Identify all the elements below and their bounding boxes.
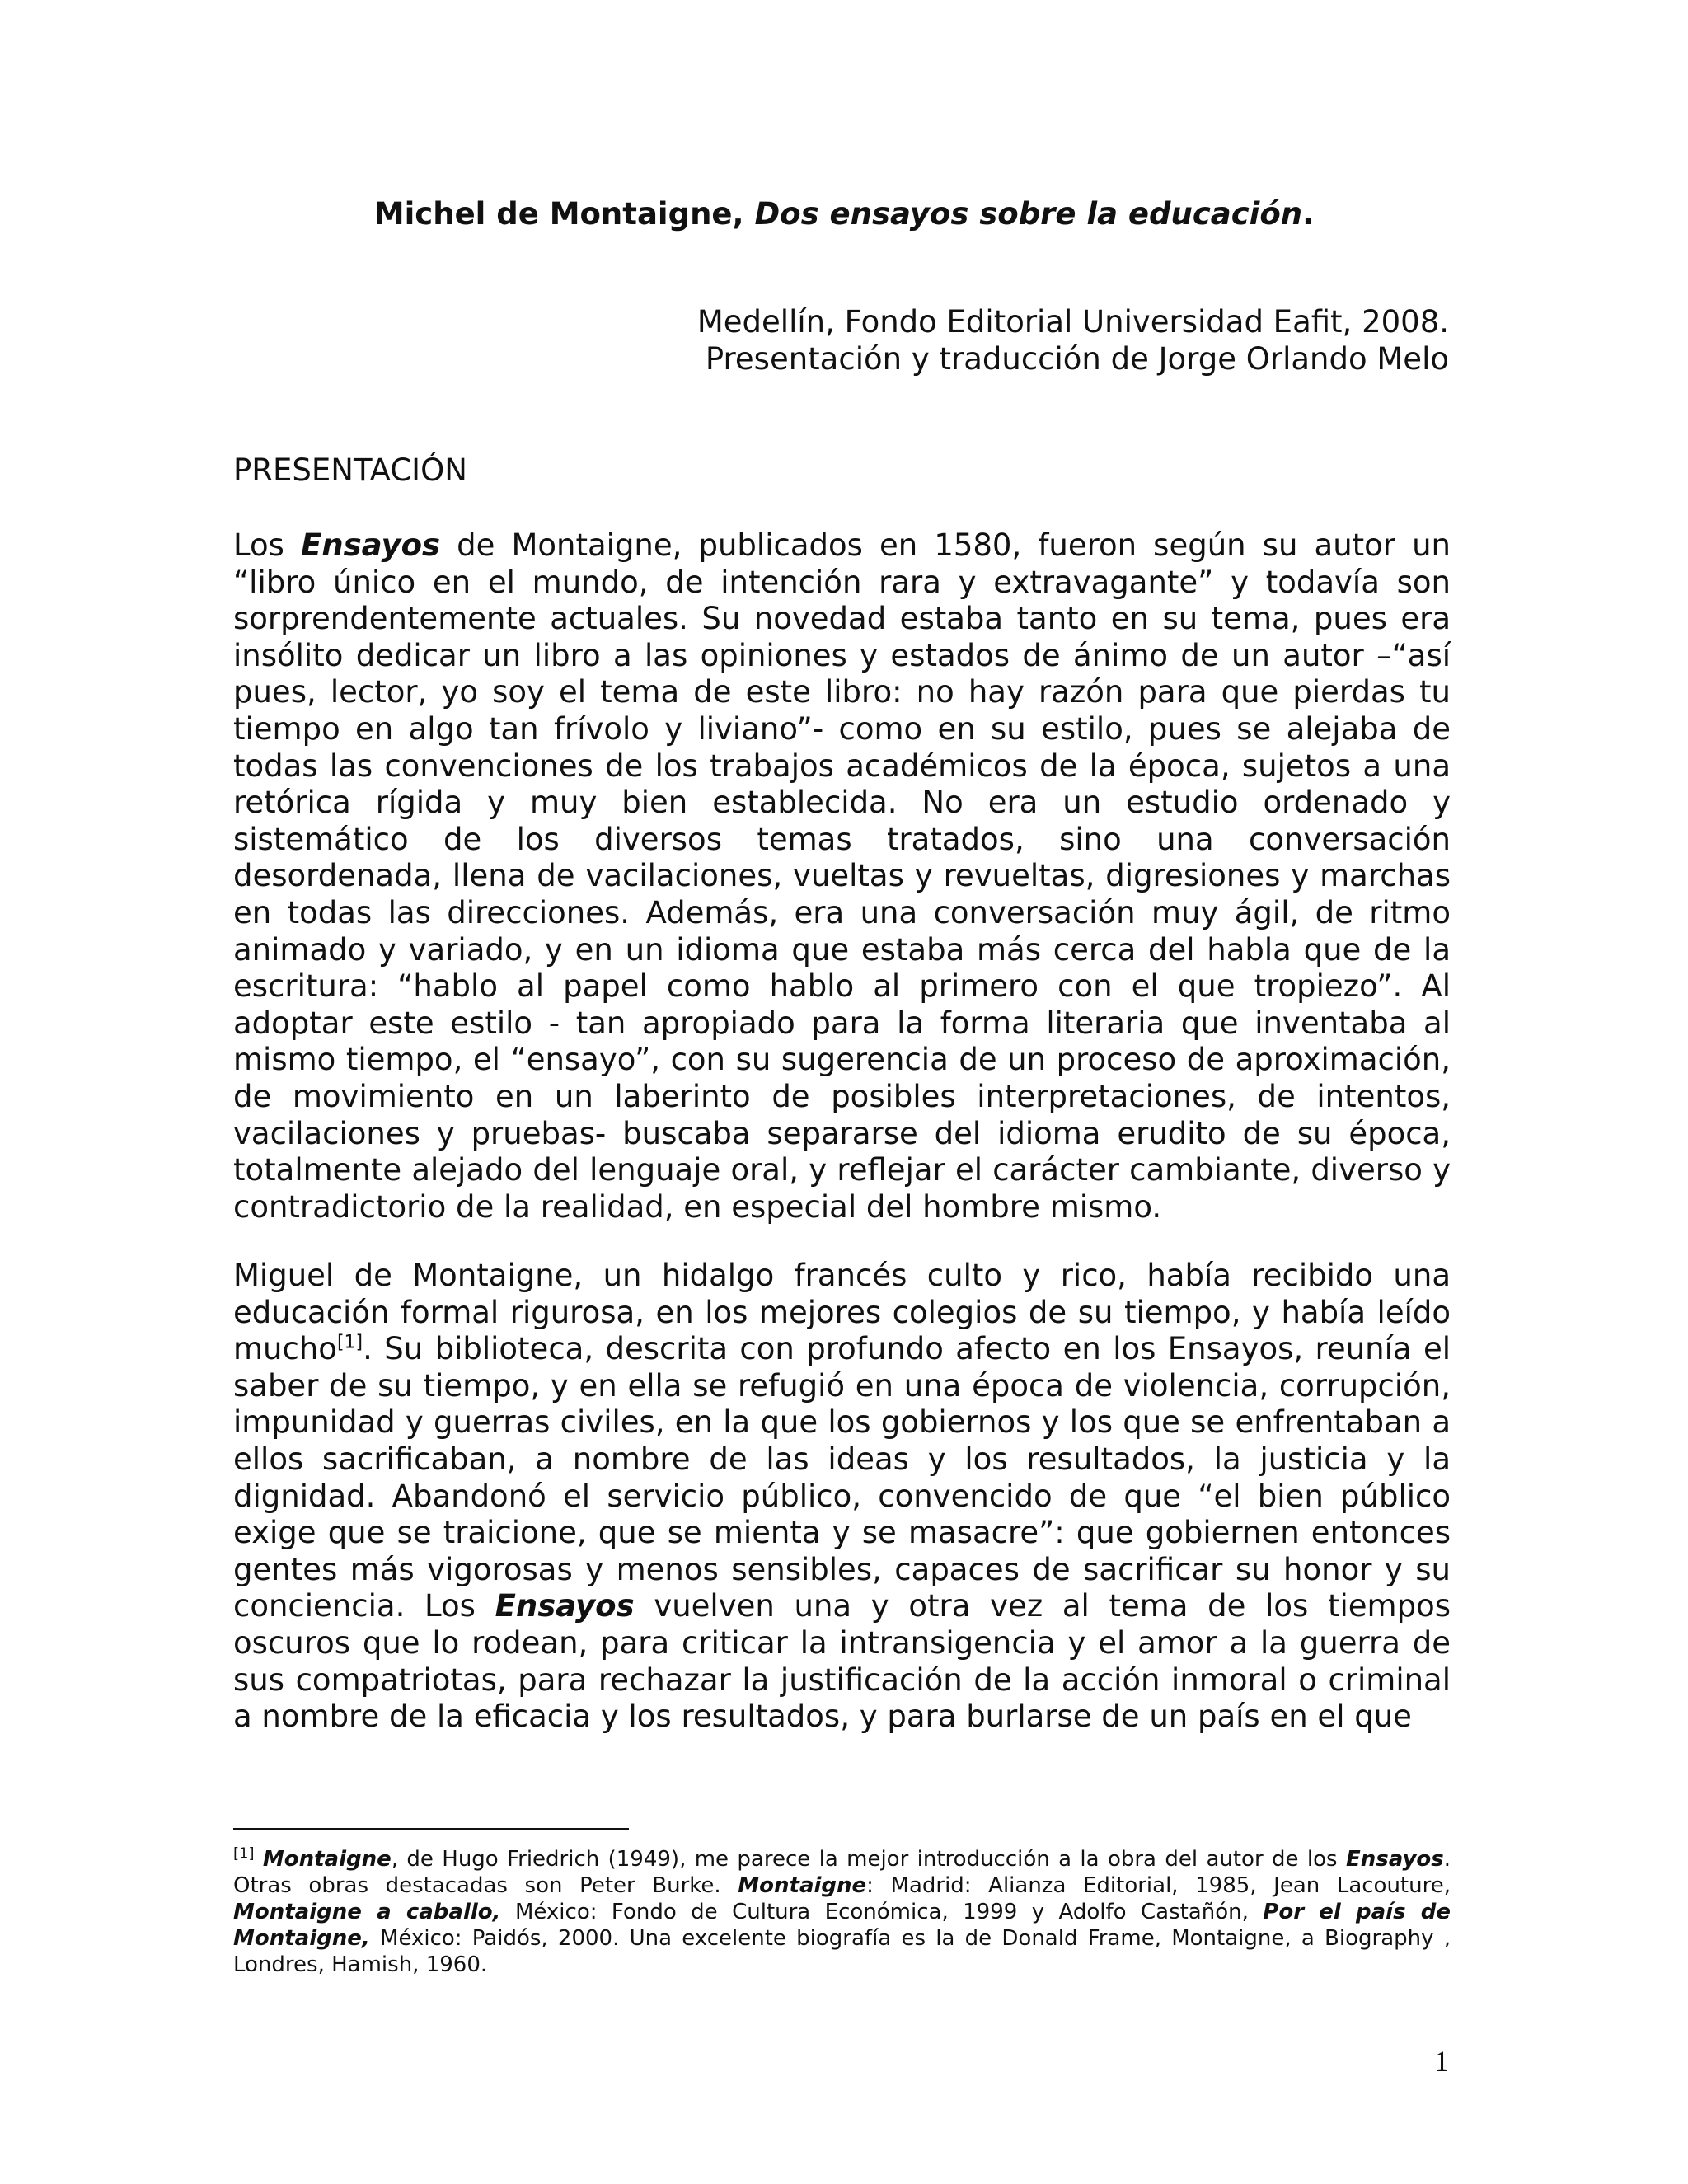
paragraph-2 [233, 1258, 1451, 1736]
footnote-text: : Madrid: Alianza Editorial, 1985, Jean Lacouture, [866, 1873, 1451, 1898]
footnote-emphasis: Por el país de Montaigne, [233, 1900, 1451, 1951]
footnote-emphasis: Montaigne a caballo, [233, 1900, 501, 1924]
section-heading: PRESENTACIÓN [233, 452, 467, 488]
footnote-emphasis: Montaigne [262, 1847, 392, 1872]
emphasis-ensayos: Ensayos [300, 527, 441, 563]
paragraph-1 [233, 527, 1451, 1226]
title-author: Michel de Montaigne, [373, 196, 755, 232]
footnote [233, 1846, 1451, 1978]
footnote-text: México: Fondo de Cultura Económica, 1999 y Adolfo Castañón, [500, 1900, 1264, 1924]
text-run: Miguel de Montaigne, un hidalgo francés culto y rico, había recibido una educación formal rigurosa, en los mejores colegios de su tiempo, y había leído mucho [233, 1258, 1451, 1367]
text-run: Los [233, 527, 301, 563]
text-run: . Su biblioteca, descrita con profundo afecto en los Ensayos, reunía el saber de su tiempo, y en ella se refugió en una época de violencia, corrupción, impunidad y guerras civiles, en la que los gobiernos y los que se enfrentaban a ellos sacrificaban, a nombre de las ideas y los resultados, la justicia y la dignidad. Abandonó el servicio público, convencido de que “el bien público exige que se traicione, que se mienta y se masacre”: que gobiernen entonces gentes más vigorosas y menos sensibles, capaces de sacrificar su honor y su conciencia. Los [233, 1331, 1451, 1624]
footnote-text: . Otras obras destacadas son Peter Burke. [233, 1847, 1451, 1898]
footnote-emphasis: Montaigne [738, 1873, 867, 1898]
title-work: Dos ensayos sobre la educación [754, 196, 1303, 232]
footnote-text: , de Hugo Friedrich (1949), me parece la mejor introducción a la obra del autor de los [391, 1847, 1346, 1872]
title-end: . [1302, 196, 1315, 232]
document-title [0, 191, 1688, 237]
footnote-emphasis: Ensayos [1345, 1847, 1444, 1872]
footnote-text: México: Paidós, 2000. Una excelente biografía es la de Donald Frame, Montaigne, a Biography , Londres, Hamish, 1960. [233, 1926, 1451, 1977]
text-run: de Montaigne, publicados en 1580, fueron según su autor un “libro único en el mundo, de intención rara y extravagante” y todavía son sorprendentemente actuales. Su novedad estaba tanto en su tema, pues era insólito dedicar un libro a las opiniones y estados de ánimo de un autor –“así pues, lector, yo soy el tema de este libro: no hay razón para que pierdas tu tiempo en algo tan frívolo y liviano”- como en su estilo, pues se alejaba de todas las convenciones de los trabajos académicos de la época, sujetos a una retórica rígida y muy bien establecida. No era un estudio ordenado y sistemático de los diversos temas tratados, sino una conversación desordenada, llena de vacilaciones, vueltas y revueltas, digresiones y marchas en todas las direcciones. Además, era una conversación muy ágil, de ritmo animado y variado, y en un idioma que estaba más cerca del habla que de la escritura: “hablo al papel como hablo al primero con el que tropiezo”. Al adoptar este estilo - tan apropiado para la forma literaria que inventaba al mismo tiempo, el “ensayo”, con su sugerencia de un proceso de aproximación, de movimiento en un laberinto de posibles interpretaciones, de intentos, vacilaciones y pruebas- buscaba separarse del idioma erudito de su época, totalmente alejado del lenguaje oral, y reflejar el carácter cambiante, diverso y contradictorio de la realidad, en especial del hombre mismo. [233, 527, 1451, 1225]
footnote-mark: [1] [233, 1844, 255, 1863]
footnote-separator [233, 1828, 629, 1830]
translator-line: Presentación y traducción de Jorge Orlando Melo [705, 341, 1449, 377]
footnote-reference[interactable]: [1] [336, 1332, 363, 1353]
publication-line: Medellín, Fondo Editorial Universidad Eafit, 2008. [696, 304, 1449, 340]
text-run: vuelven una y otra vez al tema de los tiempos oscuros que lo rodean, para criticar la intransigencia y el amor a la guerra de sus compatriotas, para rechazar la justificación de la acción inmoral o criminal a nombre de la eficacia y los resultados, y para burlarse de un país en el que [233, 1588, 1451, 1735]
publication-info [697, 303, 1449, 377]
page-number: 1 [1434, 2045, 1449, 2078]
emphasis-ensayos: Ensayos [495, 1588, 635, 1624]
